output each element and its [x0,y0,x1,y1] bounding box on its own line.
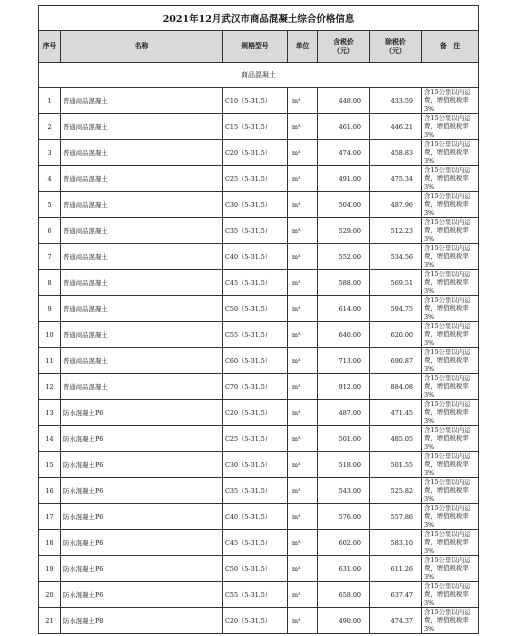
cell-spec: C15（5-31.5） [223,114,288,140]
cell-price-tax: 631.00 [318,556,370,582]
cell-spec: C60（5-31.5） [223,348,288,374]
cell-price-notax: 501.55 [370,452,422,478]
table-row [39,244,479,270]
cell-name: 普通商品混凝土 [61,296,223,322]
cell-unit: m³ [288,348,318,374]
cell-spec: C10（5-31.5） [223,88,288,114]
table-row [39,140,479,166]
section-row [39,63,479,88]
cell-name: 普通商品混凝土 [61,348,223,374]
cell-unit: m³ [288,374,318,400]
cell-no: 21 [39,608,61,634]
cell-no: 3 [39,140,61,166]
cell-note: 含15公里以内运费，增值税税率3% [422,556,479,582]
cell-unit: m³ [288,322,318,348]
cell-no: 2 [39,114,61,140]
cell-no: 12 [39,374,61,400]
cell-spec: C40（5-31.5） [223,504,288,530]
cell-price-tax: 504.00 [318,192,370,218]
cell-spec: C30（5-31.5） [223,192,288,218]
price-document [38,5,478,634]
table-row [39,504,479,530]
cell-spec: C70（5-31.5） [223,374,288,400]
cell-price-notax: 620.00 [370,322,422,348]
header-spec: 规格型号 [223,31,288,63]
cell-unit: m³ [288,296,318,322]
cell-price-notax: 474.37 [370,608,422,634]
cell-unit: m³ [288,426,318,452]
cell-unit: m³ [288,270,318,296]
cell-note: 含15公里以内运费，增值税税率3% [422,114,479,140]
cell-name: 普通商品混凝土 [61,218,223,244]
cell-name: 普通商品混凝土 [61,114,223,140]
cell-no: 20 [39,582,61,608]
cell-unit: m³ [288,88,318,114]
cell-price-tax: 552.00 [318,244,370,270]
header-note: 备 注 [422,31,479,63]
cell-price-tax: 576.00 [318,504,370,530]
header-price-tax [318,31,370,63]
cell-note: 含15公里以内运费，增值税税率3% [422,452,479,478]
cell-note: 含15公里以内运费，增值税税率3% [422,582,479,608]
cell-name: 普通商品混凝土 [61,244,223,270]
cell-spec: C25（5-31.5） [223,426,288,452]
cell-name: 防水混凝土P6 [61,452,223,478]
header-price-notax-line2: （元） [385,46,406,55]
cell-name: 普通商品混凝土 [61,140,223,166]
cell-price-tax: 912.00 [318,374,370,400]
table-row [39,88,479,114]
table-row [39,608,479,634]
price-table [38,5,479,634]
cell-price-tax: 490.00 [318,608,370,634]
cell-unit: m³ [288,192,318,218]
cell-unit: m³ [288,400,318,426]
cell-price-tax: 529.00 [318,218,370,244]
cell-price-notax: 557.86 [370,504,422,530]
cell-no: 14 [39,426,61,452]
cell-note: 含15公里以内运费，增值税税率3% [422,478,479,504]
header-price-tax-line2: （元） [333,46,354,55]
cell-name: 防水混凝土P6 [61,582,223,608]
cell-name: 防水混凝土P6 [61,426,223,452]
cell-name: 防水混凝土P6 [61,504,223,530]
cell-price-notax: 884.08 [370,374,422,400]
header-price-notax [370,31,422,63]
cell-price-tax: 518.00 [318,452,370,478]
table-row [39,348,479,374]
cell-price-tax: 461.00 [318,114,370,140]
table-row [39,270,479,296]
cell-price-notax: 583.10 [370,530,422,556]
cell-note: 含15公里以内运费，增值税税率3% [422,218,479,244]
cell-no: 5 [39,192,61,218]
table-row [39,218,479,244]
cell-price-notax: 594.75 [370,296,422,322]
cell-no: 10 [39,322,61,348]
cell-no: 9 [39,296,61,322]
table-row [39,296,479,322]
cell-no: 1 [39,88,61,114]
cell-unit: m³ [288,166,318,192]
table-row [39,166,479,192]
cell-no: 13 [39,400,61,426]
cell-name: 普通商品混凝土 [61,322,223,348]
cell-spec: C40（5-31.5） [223,244,288,270]
cell-price-tax: 491.00 [318,166,370,192]
cell-note: 含15公里以内运费，增值税税率3% [422,530,479,556]
cell-price-notax: 433.59 [370,88,422,114]
cell-name: 防水混凝土P6 [61,556,223,582]
cell-note: 含15公里以内运费，增值税税率3% [422,426,479,452]
header-name: 名称 [61,31,223,63]
cell-no: 6 [39,218,61,244]
cell-no: 16 [39,478,61,504]
cell-no: 11 [39,348,61,374]
table-row [39,374,479,400]
cell-note: 含15公里以内运费，增值税税率3% [422,296,479,322]
cell-price-notax: 446.21 [370,114,422,140]
cell-price-notax: 458.83 [370,140,422,166]
cell-spec: C20（5-31.5） [223,140,288,166]
cell-spec: C35（5-31.5） [223,478,288,504]
cell-name: 防水混凝土P6 [61,400,223,426]
cell-unit: m³ [288,582,318,608]
table-row [39,452,479,478]
header-unit: 单位 [288,31,318,63]
cell-note: 含15公里以内运费，增值税税率3% [422,192,479,218]
cell-unit: m³ [288,556,318,582]
cell-name: 防水混凝土P8 [61,608,223,634]
header-no: 序号 [39,31,61,63]
cell-spec: C50（5-31.5） [223,556,288,582]
header-price-notax-line1: 除税价 [385,38,406,47]
cell-note: 含15公里以内运费，增值税税率3% [422,400,479,426]
cell-note: 含15公里以内运费，增值税税率3% [422,374,479,400]
cell-note: 含15公里以内运费，增值税税率3% [422,244,479,270]
cell-name: 普通商品混凝土 [61,88,223,114]
cell-price-tax: 501.00 [318,426,370,452]
cell-spec: C45（5-31.5） [223,530,288,556]
cell-note: 含15公里以内运费，增值税税率3% [422,270,479,296]
cell-spec: C20（5-31.5） [223,608,288,634]
table-row [39,192,479,218]
cell-spec: C45（5-31.5） [223,270,288,296]
cell-name: 普通商品混凝土 [61,374,223,400]
cell-price-tax: 602.00 [318,530,370,556]
table-row [39,478,479,504]
cell-price-notax: 471.45 [370,400,422,426]
table-row [39,556,479,582]
cell-no: 17 [39,504,61,530]
table-row [39,322,479,348]
cell-note: 含15公里以内运费，增值税税率3% [422,166,479,192]
cell-unit: m³ [288,478,318,504]
cell-spec: C35（5-31.5） [223,218,288,244]
cell-note: 含15公里以内运费，增值税税率3% [422,140,479,166]
cell-no: 7 [39,244,61,270]
cell-price-notax: 569.51 [370,270,422,296]
cell-price-tax: 448.00 [318,88,370,114]
cell-price-tax: 640.00 [318,322,370,348]
cell-note: 含15公里以内运费，增值税税率3% [422,322,479,348]
cell-price-tax: 487.00 [318,400,370,426]
section-title: 商品混凝土 [39,63,479,88]
cell-name: 普通商品混凝土 [61,192,223,218]
cell-price-notax: 475.34 [370,166,422,192]
cell-no: 15 [39,452,61,478]
cell-price-tax: 474.00 [318,140,370,166]
cell-price-notax: 534.56 [370,244,422,270]
cell-price-notax: 525.82 [370,478,422,504]
table-row [39,114,479,140]
cell-unit: m³ [288,530,318,556]
cell-unit: m³ [288,452,318,478]
document-title: 2021年12月武汉市商品混凝土综合价格信息 [39,6,479,31]
cell-price-notax: 485.05 [370,426,422,452]
cell-no: 4 [39,166,61,192]
cell-unit: m³ [288,608,318,634]
cell-unit: m³ [288,504,318,530]
table-row [39,400,479,426]
cell-price-notax: 487.96 [370,192,422,218]
cell-price-notax: 690.87 [370,348,422,374]
cell-unit: m³ [288,244,318,270]
cell-price-tax: 614.00 [318,296,370,322]
cell-spec: C20（5-31.5） [223,400,288,426]
cell-price-tax: 588.00 [318,270,370,296]
cell-spec: C55（5-31.5） [223,322,288,348]
cell-spec: C50（5-31.5） [223,296,288,322]
cell-name: 防水混凝土P6 [61,530,223,556]
cell-spec: C30（5-31.5） [223,452,288,478]
table-row [39,426,479,452]
cell-spec: C55（5-31.5） [223,582,288,608]
table-row [39,530,479,556]
header-row [39,31,479,63]
cell-no: 18 [39,530,61,556]
header-price-tax-line1: 含税价 [333,38,354,47]
cell-note: 含15公里以内运费，增值税税率3% [422,348,479,374]
title-row [39,6,479,31]
cell-unit: m³ [288,114,318,140]
cell-unit: m³ [288,140,318,166]
cell-spec: C25（5-31.5） [223,166,288,192]
cell-price-notax: 611.26 [370,556,422,582]
cell-note: 含15公里以内运费，增值税税率3% [422,88,479,114]
cell-name: 普通商品混凝土 [61,166,223,192]
cell-price-tax: 543.00 [318,478,370,504]
cell-name: 防水混凝土P6 [61,478,223,504]
cell-price-tax: 713.00 [318,348,370,374]
cell-no: 8 [39,270,61,296]
cell-no: 19 [39,556,61,582]
cell-price-tax: 658.00 [318,582,370,608]
cell-unit: m³ [288,218,318,244]
table-row [39,582,479,608]
cell-price-notax: 637.47 [370,582,422,608]
cell-price-notax: 512.23 [370,218,422,244]
cell-note: 含15公里以内运费，增值税税率3% [422,504,479,530]
cell-note: 含15公里以内运费，增值税税率3% [422,608,479,634]
cell-name: 普通商品混凝土 [61,270,223,296]
